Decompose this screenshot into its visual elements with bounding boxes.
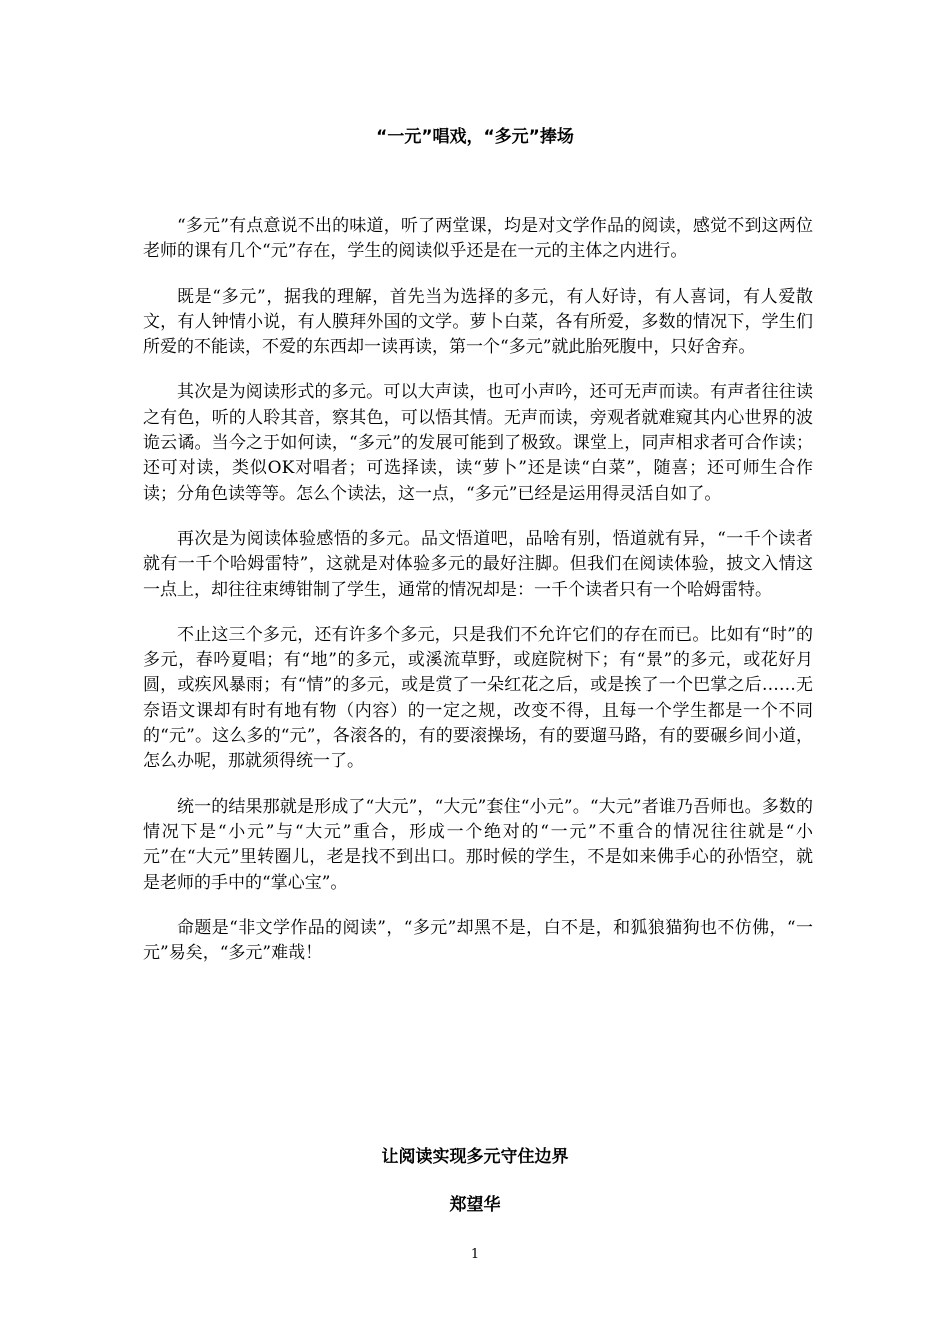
paragraph: “多元”有点意说不出的味道，听了两堂课，均是对文学作品的阅读，感觉不到这两位老师的课有几个“元”存在，学生的阅读似乎还是在一元的主体之内进行。 [143, 216, 813, 262]
paragraph: 再次是为阅读体验感悟的多元。品文悟道吧，品啥有别，悟道就有异，“一千个读者就有一千个哈姆雷特”，这就是对体验多元的最好注脚。但我们在阅读体验，披文入情这一点上，却往往束缚钳制了学生，通常的情况却是：一千个读者只有一个哈姆雷特。 [143, 528, 813, 600]
next-article-title: 让阅读实现多元守住边界 [381, 1147, 569, 1167]
author-name: 郑望华 [449, 1195, 501, 1215]
paragraph: 命题是“非文学作品的阅读”，“多元”却黑不是，白不是，和狐狼猫狗也不仿佛，“一元”易矣，“多元”难哉！ [143, 917, 813, 964]
paragraph: 统一的结果那就是形成了“大元”，“大元”套住“小元”。“大元”者谁乃吾师也。多数的情况下是“小元”与“大元”重合，形成一个绝对的“一元”不重合的情况往往就是“小元”在“大元”里转圈儿，老是找不到出口。那时候的学生，不是如来佛手心的孙悟空，就是老师的手中的“掌心宝”。 [143, 796, 813, 893]
article-title: “一元”唱戏，“多元”捧场 [376, 127, 574, 147]
paragraph: 既是“多元”，据我的理解，首先当为选择的多元，有人好诗，有人喜词，有人爱散文，有人钟情小说，有人膜拜外国的文学。萝卜白菜，各有所爱，多数的情况下，学生们所爱的不能读，不爱的东西却一读再读，第一个“多元”就此胎死腹中，只好舍弃。 [143, 286, 813, 358]
article-body [143, 214, 813, 986]
paragraph: 不止这三个多元，还有许多个多元，只是我们不允许它们的存在而已。比如有“时”的多元，春吟夏唱；有“地”的多元，或溪流草野，或庭院树下；有“景”的多元，或花好月圆，或疾风暴雨；有“情”的多元，或是赏了一朵红花之后，或是挨了一个巴掌之后……无奈语文课却有时有地有物（内容）的一定之规，改变不得，且每一个学生都是一个不同的“元”。这么多的“元”，各滚各的，有的要滚操场，有的要遛马路，有的要碾乡间小道，怎么办呢，那就须得统一了。 [143, 624, 813, 772]
paragraph: 其次是为阅读形式的多元。可以大声读，也可小声吟，还可无声而读。有声者往往读之有色，听的人聆其音，察其色，可以悟其情。无声而读，旁观者就难窥其内心世界的波诡云谲。当今之于如何读，“多元”的发展可能到了极致。课堂上，同声相求者可合作读；还可对读，类似OK对唱者；可选择读，读“萝卜”还是读“白菜”，随喜；还可师生合作读；分角色读等等。怎么个读法，这一点，“多元”已经是运用得灵活自如了。 [143, 382, 813, 504]
page-number: 1 [470, 1247, 480, 1262]
